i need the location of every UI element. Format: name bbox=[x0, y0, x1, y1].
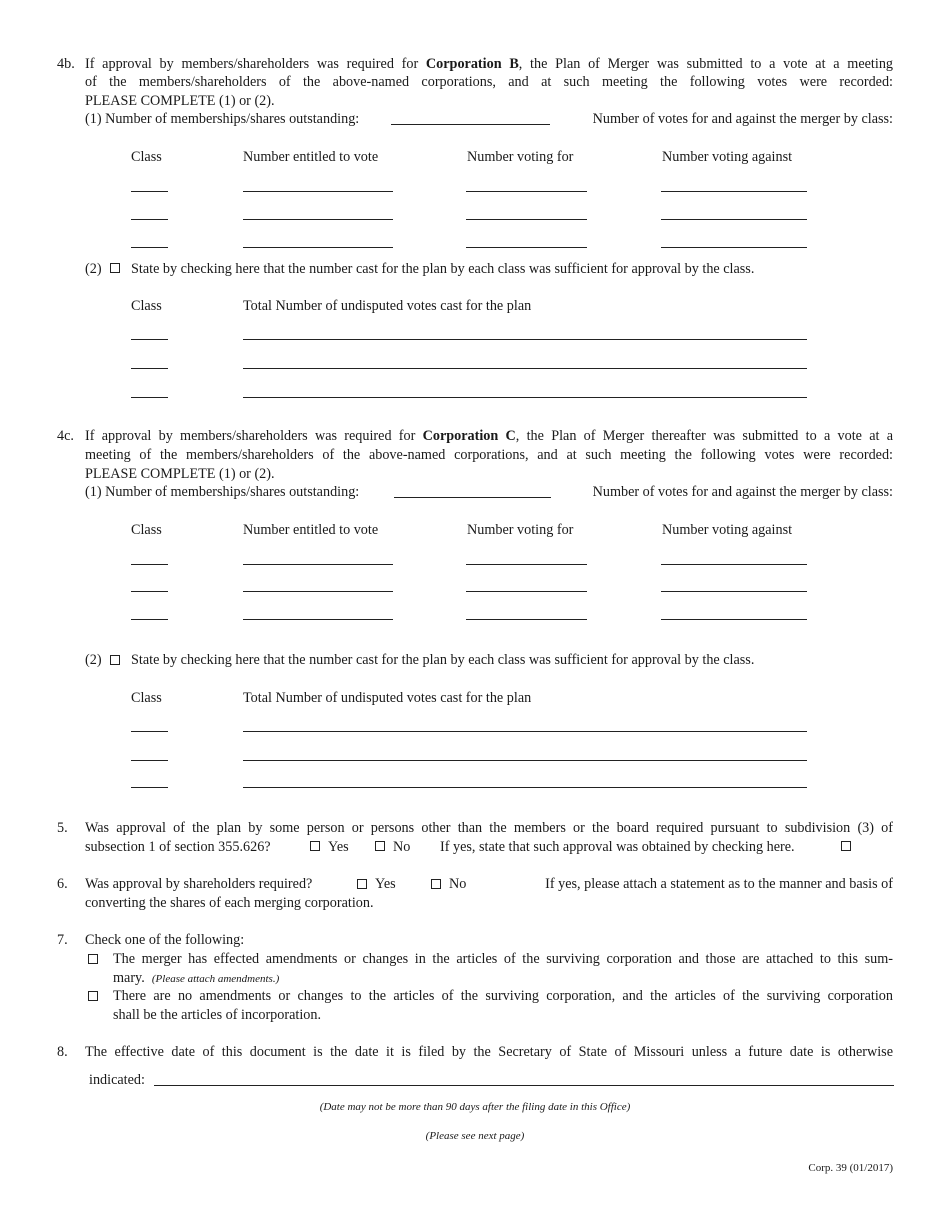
no-label: No bbox=[393, 839, 411, 855]
instruction: PLEASE COMPLETE (1) or (2). bbox=[85, 466, 275, 482]
no-label: No bbox=[449, 876, 467, 892]
item-number: 4b. bbox=[57, 56, 75, 72]
col-header-for: Number voting for bbox=[467, 522, 574, 538]
text-line: of the members/shareholders of the above-named corporations, and at such meeting the following votes were recorded: bbox=[85, 74, 893, 90]
total-field[interactable] bbox=[243, 787, 807, 788]
text-line: meeting of the members/shareholders of the above-named corporations, and at such meeting the following votes were recorded: bbox=[85, 447, 893, 463]
for-field[interactable] bbox=[466, 564, 587, 565]
yes-checkbox[interactable] bbox=[310, 841, 320, 851]
sufficient-approval-checkbox[interactable] bbox=[110, 263, 120, 273]
class-field[interactable] bbox=[131, 397, 168, 398]
yes-checkbox[interactable] bbox=[357, 879, 367, 889]
if-yes-text: If yes, state that such approval was obtained by checking here. bbox=[440, 839, 795, 855]
class-field[interactable] bbox=[131, 564, 168, 565]
class-field[interactable] bbox=[131, 247, 168, 248]
option-2-text: State by checking here that the number cast for the plan by each class was sufficient for approval by the class. bbox=[131, 261, 755, 277]
outstanding-label: (1) Number of memberships/shares outstanding: bbox=[85, 484, 360, 500]
class-field[interactable] bbox=[131, 619, 168, 620]
votes-label: Number of votes for and against the merger by class: bbox=[592, 111, 893, 127]
col-header-total: Total Number of undisputed votes cast for the plan bbox=[243, 298, 532, 314]
entitled-field[interactable] bbox=[243, 247, 393, 248]
form-number: Corp. 39 (01/2017) bbox=[808, 1162, 893, 1174]
col-header-total: Total Number of undisputed votes cast for the plan bbox=[243, 690, 532, 706]
class-field[interactable] bbox=[131, 219, 168, 220]
entitled-field[interactable] bbox=[243, 619, 393, 620]
no-amendments-checkbox[interactable] bbox=[88, 991, 98, 1001]
total-field[interactable] bbox=[243, 339, 807, 340]
against-field[interactable] bbox=[661, 564, 807, 565]
col-header-entitled: Number entitled to vote bbox=[243, 522, 379, 538]
entitled-field[interactable] bbox=[243, 591, 393, 592]
class-field[interactable] bbox=[131, 591, 168, 592]
date-note: (Date may not be more than 90 days after the filing date in this Office) bbox=[319, 1101, 631, 1113]
item-number: 6. bbox=[57, 876, 68, 892]
option-text: There are no amendments or changes to the articles of the surviving corporation, and the articles of the surviving corporation bbox=[113, 988, 893, 1004]
class-field[interactable] bbox=[131, 760, 168, 761]
total-field[interactable] bbox=[243, 397, 807, 398]
col-header-for: Number voting for bbox=[467, 149, 574, 165]
class-field[interactable] bbox=[131, 787, 168, 788]
effective-date-field[interactable] bbox=[154, 1085, 894, 1086]
total-field[interactable] bbox=[243, 731, 807, 732]
see-next-page: (Please see next page) bbox=[425, 1130, 525, 1142]
no-checkbox[interactable] bbox=[375, 841, 385, 851]
question-text: subsection 1 of section 355.626? bbox=[85, 839, 271, 855]
against-field[interactable] bbox=[661, 247, 807, 248]
instruction: PLEASE COMPLETE (1) or (2). bbox=[85, 93, 275, 109]
option-2-label: (2) bbox=[85, 652, 102, 668]
for-field[interactable] bbox=[466, 247, 587, 248]
text-line: Was approval of the plan by some person or persons other than the members or the board required pursuant to subdivision (3) of bbox=[85, 820, 893, 836]
against-field[interactable] bbox=[661, 591, 807, 592]
no-checkbox[interactable] bbox=[431, 879, 441, 889]
outstanding-label: (1) Number of memberships/shares outstanding: bbox=[85, 111, 360, 127]
col-header-against: Number voting against bbox=[662, 522, 793, 538]
amendments-attached-checkbox[interactable] bbox=[88, 954, 98, 964]
option-text: The merger has effected amendments or changes in the articles of the surviving corporation and those are attached to this sum- bbox=[113, 951, 893, 967]
total-field[interactable] bbox=[243, 368, 807, 369]
outstanding-field[interactable] bbox=[394, 497, 551, 498]
instruction: Check one of the following: bbox=[85, 932, 245, 948]
col-header-against: Number voting against bbox=[662, 149, 793, 165]
class-field[interactable] bbox=[131, 339, 168, 340]
against-field[interactable] bbox=[661, 191, 807, 192]
option-text: mary. (Please attach amendments.) bbox=[113, 970, 280, 986]
for-field[interactable] bbox=[466, 591, 587, 592]
item-number: 7. bbox=[57, 932, 68, 948]
note: (Please attach amendments.) bbox=[151, 973, 280, 985]
text-line: converting the shares of each merging corporation. bbox=[85, 895, 374, 911]
class-field[interactable] bbox=[131, 731, 168, 732]
option-2-text: State by checking here that the number cast for the plan by each class was sufficient for approval by the class. bbox=[131, 652, 755, 668]
for-field[interactable] bbox=[466, 219, 587, 220]
votes-label: Number of votes for and against the merger by class: bbox=[592, 484, 893, 500]
sufficient-approval-checkbox[interactable] bbox=[110, 655, 120, 665]
option-2-label: (2) bbox=[85, 261, 102, 277]
col-header-class: Class bbox=[131, 149, 162, 165]
outstanding-field[interactable] bbox=[391, 124, 550, 125]
yes-label: Yes bbox=[328, 839, 349, 855]
yes-label: Yes bbox=[375, 876, 396, 892]
entitled-field[interactable] bbox=[243, 191, 393, 192]
total-field[interactable] bbox=[243, 760, 807, 761]
entitled-field[interactable] bbox=[243, 564, 393, 565]
question-text: Was approval by shareholders required? bbox=[85, 876, 313, 892]
col-header-class: Class bbox=[131, 690, 162, 706]
option-text: shall be the articles of incorporation. bbox=[113, 1007, 322, 1023]
entitled-field[interactable] bbox=[243, 219, 393, 220]
item-number: 4c. bbox=[57, 428, 74, 444]
text-line: If approval by members/shareholders was required for Corporation B, the Plan of Merger was submitted to a vote at a meeting bbox=[85, 56, 894, 72]
class-field[interactable] bbox=[131, 368, 168, 369]
if-yes-text: If yes, please attach a statement as to the manner and basis of bbox=[545, 876, 893, 892]
class-field[interactable] bbox=[131, 191, 168, 192]
for-field[interactable] bbox=[466, 619, 587, 620]
date-label: indicated: bbox=[89, 1072, 145, 1088]
col-header-class: Class bbox=[131, 298, 162, 314]
text-line: If approval by members/shareholders was required for Corporation C, the Plan of Merger thereafter was submitted to a vote at a bbox=[85, 428, 893, 444]
item-number: 5. bbox=[57, 820, 68, 836]
col-header-entitled: Number entitled to vote bbox=[243, 149, 379, 165]
item-number: 8. bbox=[57, 1044, 68, 1060]
against-field[interactable] bbox=[661, 619, 807, 620]
for-field[interactable] bbox=[466, 191, 587, 192]
approval-obtained-checkbox[interactable] bbox=[841, 841, 851, 851]
col-header-class: Class bbox=[131, 522, 162, 538]
text-line: The effective date of this document is the date it is filed by the Secretary of State of Missouri unless a future date is otherwise bbox=[85, 1044, 893, 1060]
against-field[interactable] bbox=[661, 219, 807, 220]
